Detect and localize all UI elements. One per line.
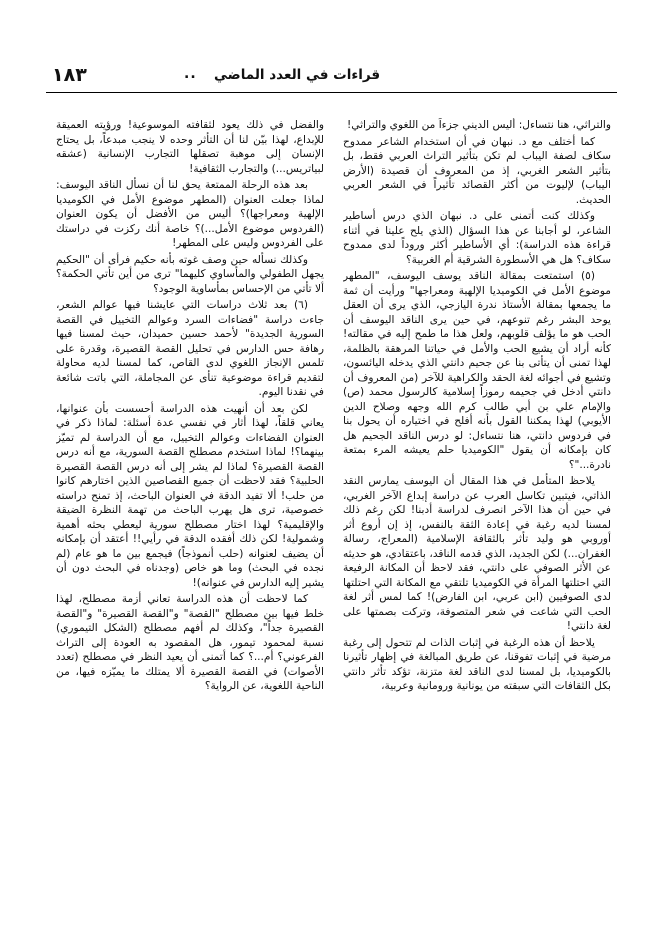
right-column — [343, 118, 611, 918]
paragraph: (٦) بعد ثلاث دراسات التي عايشنا فيها عوالم الشعر، جاءت دراسة "فضاءات السرد وعوالم التخييل في القصة السورية الجديدة" لأحمد حسين حميدان، حيث لمسنا فيها رهافة حس الدارس في تحليل القصة القصيرة، وقدرة على تلمس الإنجاز اللغوي لدى القاص، كما لمسنا لديه محاولة لتقديم قراءة موضوعية تنأى عن المجاملة، التي باتت شائعة في نقدنا اليوم. — [56, 299, 324, 398]
left-column — [56, 118, 324, 918]
paragraph: والفضل في ذلك يعود لثقافته الموسوعية! ورؤيته العميقة للإبداع، لهذا بيّن لنا أن التأثر وحده لا ينجب مبدعاً، بل يحتاج الإنسان إلى موهبة تصقلها التجارب الإنسانية (عشقه لبياتريس...) والتجارب الثقافية! — [56, 119, 324, 175]
running-head — [46, 58, 617, 93]
paragraph: (٥) استمتعت بمقالة الناقد يوسف اليوسف، "المطهر موضوع الأمل في الكوميديا الإلهية ومعراجها" ورأيت أن ثمة ما يجمعها بمقالة الأستاذ ندرة اليازجي، الذي يرى أن العقل يوحد البشر رغم تنوعهم، في حين يرى الناقد اليوسف أن الحب هو ما يؤلف قلوبهم، ولعل هذا ما طمح إليه في مقالته! كأنه أراد أن يشيع الحب والأمل في حياتنا المرهقة بالظلمة، لهذا تمنى أن يتأتى بنا عن جحيم دانتي الذي يدخله اليائسون، وتشيع في أجوائه لغة الحقد والكراهية للآخر (من المعروف أن دانتي أدخل في جحيمه رموزاً إسلامية كالرسول محمد (ص) والإمام علي بن أبي طالب كرم الله وجهه وصلاح الدين الأيوبي) لهذا يمكننا القول بأنه أفلح في اختياره أن يحول بنا في فردوس دانتي، هنا نتساءل: لو درس الناقد الجحيم هل كان بإمكانه أن يقول "الكوميديا حلم يعيشه المرء بمتعة نادرة..."؟ — [343, 270, 611, 471]
paragraph: وكذلك نسأله حين وصف غوته بأنه حكيم فرأى أن "الحكيم يجهل الطفولي والمأساوي كليهما" ترى من أين تأتي الحكمة؟ ألا تأتي من الإحساس بمأساوية الوجود؟ — [56, 253, 324, 295]
header-title: قراءات في العدد الماضي — [214, 67, 381, 83]
header-dots: .. — [184, 66, 197, 82]
paragraph: كما أختلف مع د. نبهان في أن استخدام الشاعر ممدوح سكاف لصفة اليباب لم تكن بتأثير التراث العربي فقط، بل بتأثير الشعر الغربي، إذ من المعروف أن قصيدة (الأرض اليباب) لإليوت من أكثر القصائد تأثيراً في الشعر العربي الحديث. — [343, 135, 611, 206]
paragraph: يلاحظ أن هذه الرغبة في إثبات الذات لم تتحول إلى رغبة مرضية في إثبات تفوقنا، عن طريق المبالغة في إظهار تأثيرنا بالكوميديا، بل لمسنا لدى الناقد لغة متزنة، تؤكد تأثر دانتي بكل الثقافات التي سبقته من يونانية ورومانية وعربية، — [343, 636, 611, 692]
paragraph: يلاحظ المتأمل في هذا المقال أن اليوسف يمارس النقد الذاتي، فيتبين تكاسل العرب عن دراسة إبداع الآخر الغربي، في حين أن هذا الآخر انصرف لدراسة أدبنا! لكن رغم ذلك لمسنا لديه رغبة في إعادة الثقة بالنفس، إذ إن أروع أثر أوروبي هو وليد تأثر بالثقافة الإسلامية (المعراج، رسالة الغفران...) لكن الجديد، الذي قدمه الناقد، باعتقادي، هو حديثه عن الأثر الصوفي على دانتي، فقد لاحظ أن المكانة الرفيعة التي احتلتها المرأة في الكوميديا تلتقي مع المكانة التي احتلتها لدى الصوفيين (ابن عربي، ابن الفارض)! كما لمس أثر لغة الحب التي شاعت في شعر المتصوفة، وتركت بصمتها على لغة دانتي! — [343, 475, 611, 632]
paragraph: بعد هذه الرحلة الممتعة يحق لنا أن نسأل الناقد اليوسف: لماذا جعلت العنوان (المطهر موضوع الأمل في الكوميديا الإلهية ومعراجها)؟ أليس من الأفضل أن يكون العنوان (الفردوس موضوع الأمل...)؟ خاصة أنك ركزت في دراستك على الفردوس وليس على المطهر! — [56, 179, 324, 249]
paragraph: وكذلك كنت أتمنى على د. نبهان الذي درس أساطير الشاعر، لو أجابنا عن هذا السؤال (الذي يلح علينا في أثناء قراءة هذه الدراسة): أي الأساطير أكثر وروداً لدى ممدوح سكاف؟ هل هي الأسطورة الشرقية أم الغربية؟ — [343, 210, 611, 266]
paragraph: والتراثي، هنا نتساءل: أليس الديني جزءاً من اللغوي والتراثي! — [347, 119, 611, 131]
page-number: ١٨٣ — [52, 64, 87, 86]
paragraph: كما لاحظت أن هذه الدراسة تعاني أزمة مصطلح، لهذا خلط فيها بين مصطلح "القصة" و"القصة القصيرة" و"القصة القصيرة جداً"، وكذلك لم أفهم مصطلح (الشكل التيموري) نسبة لمحمود تيمور، هل المقصود به العودة إلى التراث الفرعوني؟ أم...؟ كما أتمنى أن يعيد النظر في مصطلح (تعدد الأصوات) في القصة القصيرة ألا يمتلك ما يميّزه فيها، من الناحية اللغوية، عن الرواية؟ — [56, 593, 324, 692]
paragraph: لكن بعد أن أنهيت هذه الدراسة أحسست بأن عنوانها، يعاني قلقاً، لهذا أثار في نفسي عدة أسئلة: لماذا ذكر في العنوان الفضاءات وعوالم التخييل، مع أن الدراسة لم تميّز بينهما؟! لماذا استخدم مصطلح القصة السورية، مع أنه درس القصة القصيرة؟ لماذا لم يشر إلى أنه درس القصة القصيرة الحلبية؟ فقد لاحظت أن جميع القصاصين الذين اختارهم كانوا من حلب! ألا تفيد الدقة في العنوان الباحث، إذ تمنح دراسته خصوصية، ترى هل يهرب الباحث من تهمة النظرة الضيقة والإقليمية؟ لهذا اختار مصطلح سورية ليعطي بحثه أهمية وشمولية! لكن ذلك أفقده الدقة في رأيي!! أعتقد أن بإمكانه أن يضيف لعنوانه (حلب أنموذجاً) فيجمع بين ما هو عام (لم نجده في البحث) وما هو خاص (وجدناه في البحث دون أن يشير إليه الدارس في عنوانه)! — [56, 402, 324, 589]
